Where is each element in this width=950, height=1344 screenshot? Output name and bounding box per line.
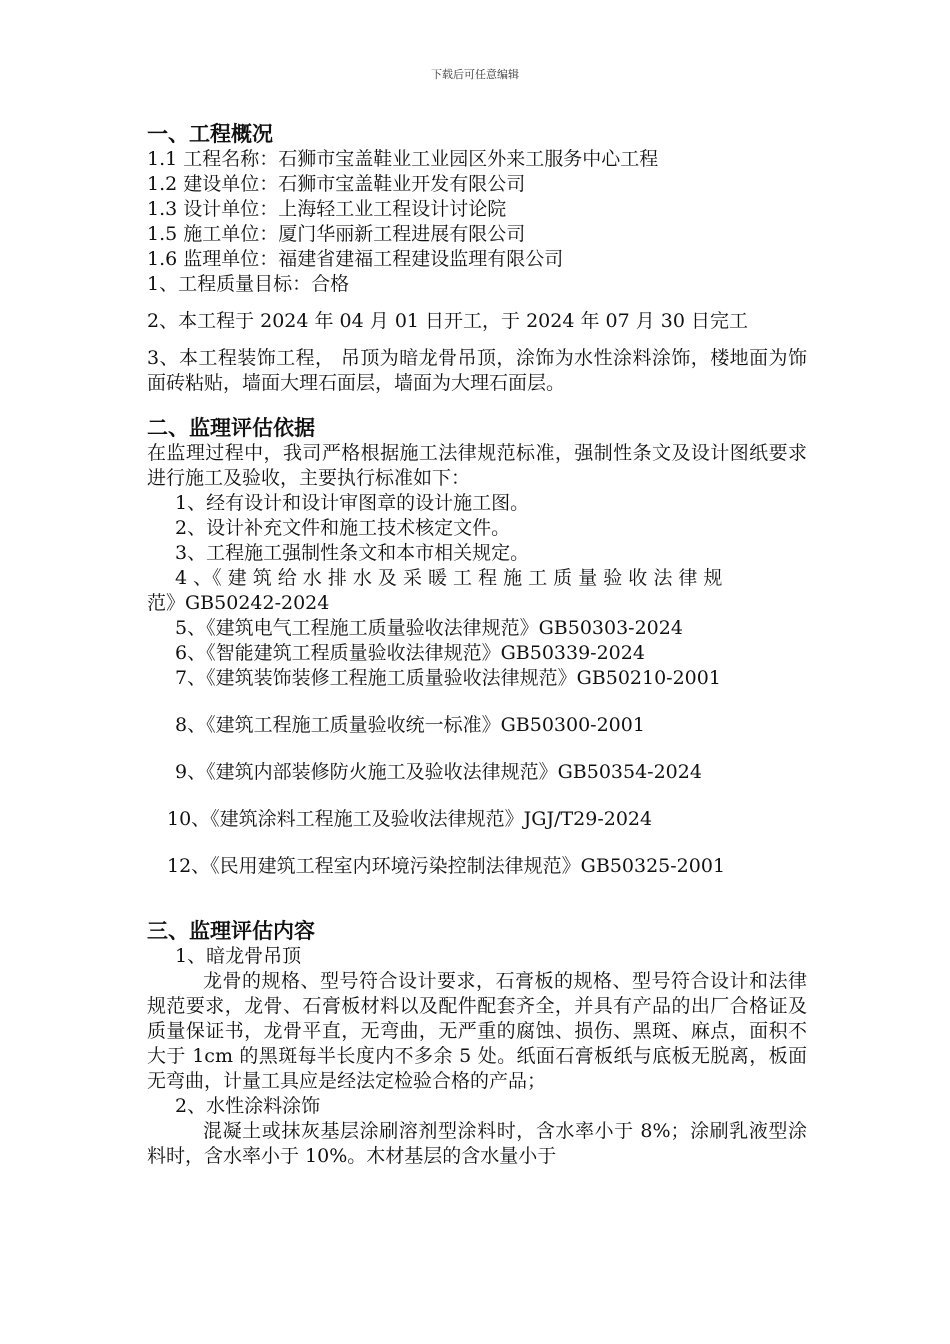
reference-standard: 6、《智能建筑工程质量验收法律规范》GB50339-2024 <box>175 642 645 664</box>
paint-paragraph: 混凝土或抹灰基层涂刷溶剂型涂料时，含水率小于 8%；涂刷乳液型涂料时，含水率小于 10%。木材基层的含水量小于 <box>147 1120 807 1167</box>
design-unit: 1.3 设计单位：上海轻工业工程设计讨论院 <box>147 198 507 220</box>
section-title-content: 三、监理评估内容 <box>147 919 315 943</box>
basis-item: 1、经有设计和设计审图章的设计施工图。 <box>175 492 530 514</box>
reference-standard: 12、《民用建筑工程室内环境污染控制法律规范》GB50325-2001 <box>167 855 726 877</box>
decoration-summary: 3、本工程装饰工程， 吊顶为暗龙骨吊顶，涂饰为水性涂料涂饰，楼地面为饰面砖粘贴，墙面大理石面层，墙面为大理石面层。 <box>147 347 807 394</box>
reference-standard: 5、《建筑电气工程施工质量验收法律规范》GB50303-2024 <box>175 617 683 639</box>
construction-unit: 1.5 施工单位：厦门华丽新工程进展有限公司 <box>147 223 526 245</box>
reference-standard: 9、《建筑内部装修防火施工及验收法律规范》GB50354-2024 <box>175 761 702 783</box>
subsection-ceiling: 1、暗龙骨吊顶 <box>175 945 302 967</box>
client-unit: 1.2 建设单位：石狮市宝盖鞋业开发有限公司 <box>147 173 526 195</box>
basis-item: 2、设计补充文件和施工技术核定文件。 <box>175 517 511 539</box>
subsection-paint: 2、水性涂料涂饰 <box>175 1095 321 1117</box>
basis-item: 3、工程施工强制性条文和本市相关规定。 <box>175 542 530 564</box>
section-title-overview: 一、工程概况 <box>147 122 273 146</box>
section-title-basis: 二、监理评估依据 <box>147 416 315 440</box>
supervision-unit: 1.6 监理单位：福建省建福工程建设监理有限公司 <box>147 248 564 270</box>
ceiling-paragraph: 龙骨的规格、型号符合设计要求，石膏板的规格、型号符合设计和法律规范要求，龙骨、石膏板材料以及配件配套齐全，并具有产品的出厂合格证及质量保证书，龙骨平直，无弯曲，无严重的腐蚀、损伤、黑斑、麻点，面积不大于 1cm 的黑斑每半长度内不多余 5 处。纸面石膏板纸与底板无脱离，板面无弯曲，计量工具应是经法定检验合格的产品； <box>147 970 807 1092</box>
document-body <box>147 122 807 1169</box>
reference-standard: 8、《建筑工程施工质量验收统一标准》GB50300-2001 <box>175 714 645 736</box>
schedule-text: 2、本工程于 2024 年 04 月 01 日开工，于 2024 年 07 月 30 日完工 <box>147 310 748 332</box>
reference-standard: 7、《建筑装饰装修工程施工质量验收法律规范》GB50210-2001 <box>175 667 721 689</box>
basis-intro: 在监理过程中，我司严格根据施工法律规范标准，强制性条文及设计图纸要求进行施工及验收，主要执行标准如下： <box>147 442 807 489</box>
page-header: 下载后可任意编辑 <box>431 68 519 81</box>
reference-standard-line2: 范》GB50242-2024 <box>147 592 330 614</box>
reference-standard-line1: 4 、《 建 筑 给 水 排 水 及 采 暖 工 程 施 工 质 量 验 收 法 律 规 <box>175 567 723 589</box>
reference-standard: 10、《建筑涂料工程施工及验收法律规范》JGJ/T29-2024 <box>167 808 653 830</box>
quality-target: 1、工程质量目标：合格 <box>147 273 350 295</box>
project-name: 1.1 工程名称：石狮市宝盖鞋业工业园区外来工服务中心工程 <box>147 148 659 170</box>
